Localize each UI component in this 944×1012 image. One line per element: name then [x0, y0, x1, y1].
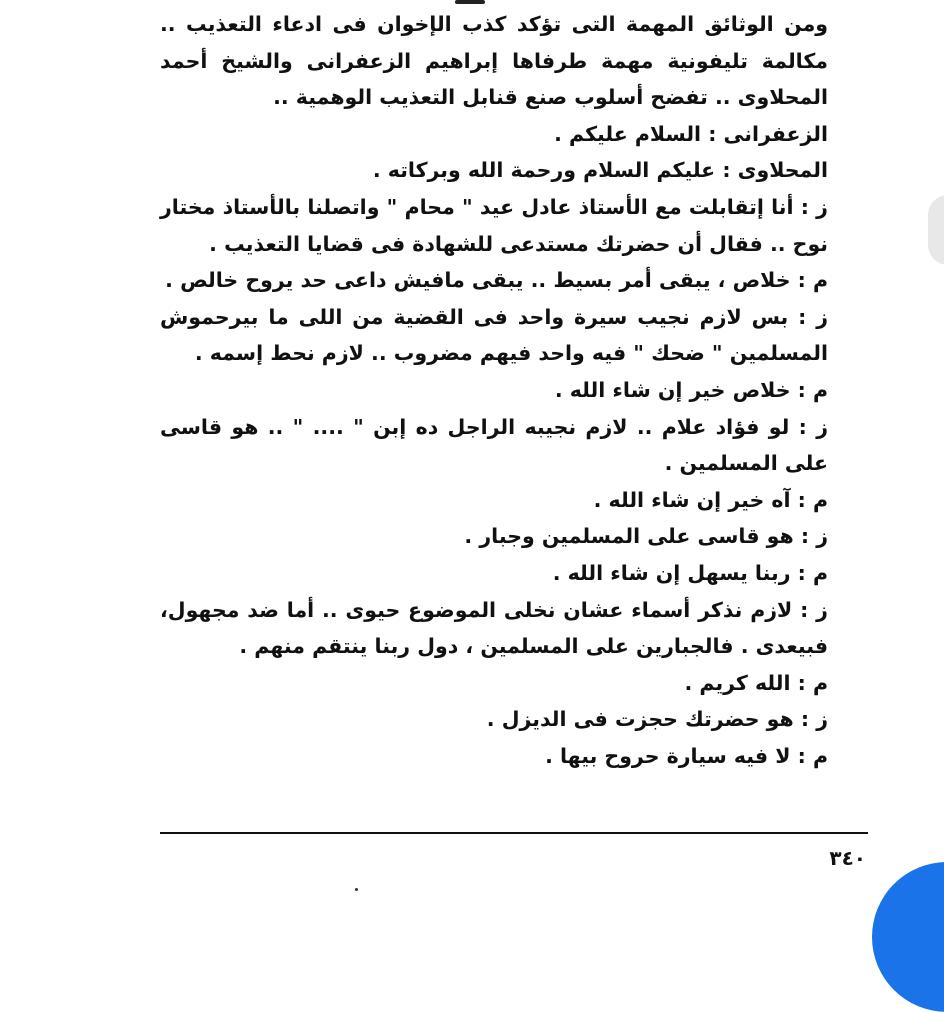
- intro-paragraph: ومن الوثائق المهمة التى تؤكد كذب الإخوان فى ادعاء التعذيب .. مكالمة تليفونية مهمة طرفاها إبراهيم الزعفرانى والشيخ أحمد المحلاوى .. تفضح أسلوب صنع قنابل التعذيب الوهمية ..: [160, 12, 828, 110]
- dialogue-line: م : لا فيه سيارة حروح بيها .: [545, 743, 828, 768]
- dialogue-line: ز : أنا إتقابلت مع الأستاذ عادل عيد " محام " واتصلنا بالأستاذ مختار نوح .. فقال أن حضرتك مستدعى للشهادة فى قضايا التعذيب .: [160, 194, 828, 256]
- dialogue-line: ز : هو قاسى على المسلمين وجبار .: [464, 524, 828, 549]
- footer-rule: [160, 832, 868, 834]
- dialogue-line: المحلاوى : عليكم السلام ورحمة الله وبركاته .: [372, 158, 828, 183]
- dialogue-line: م : آه خير إن شاء الله .: [593, 487, 828, 512]
- dialogue-line: م : ربنا يسهل إن شاء الله .: [552, 560, 828, 585]
- page-number: ٣٤٠: [829, 846, 866, 870]
- document-body: [160, 6, 866, 774]
- dialogue-line: م : الله كريم .: [684, 670, 828, 695]
- dialogue-line: ز : هو حضرتك حجزت فى الديزل .: [486, 707, 828, 732]
- side-scroll-tab[interactable]: [928, 195, 944, 265]
- top-text-fragment: [455, 0, 485, 4]
- dialogue-line: ز : بس لازم نجيب سيرة واحد فى القضية من اللى ما بيرحموش المسلمين " ضحك " فيه واحد فيهم مضروب .. لازم نحط إسمه .: [160, 304, 828, 366]
- dialogue-line: م : خلاص ، يبقى أمر بسيط .. يبقى مافيش داعى حد يروح خالص .: [165, 268, 828, 293]
- scan-speck: [355, 888, 358, 891]
- dialogue-line: ز : لو فؤاد علام .. لازم نجيبه الراجل ده إبن " .... " .. هو قاسى على المسلمين .: [160, 414, 828, 476]
- floating-action-button[interactable]: [872, 862, 944, 1012]
- dialogue-line: الزعفرانى : السلام عليكم .: [554, 121, 828, 146]
- dialogue-line: م : خلاص خير إن شاء الله .: [554, 377, 828, 402]
- dialogue-line: ز : لازم نذكر أسماء عشان نخلى الموضوع حيوى .. أما ضد مجهول، فبيعدى . فالجبارين على المسلمين ، دول ربنا ينتقم منهم .: [160, 597, 828, 659]
